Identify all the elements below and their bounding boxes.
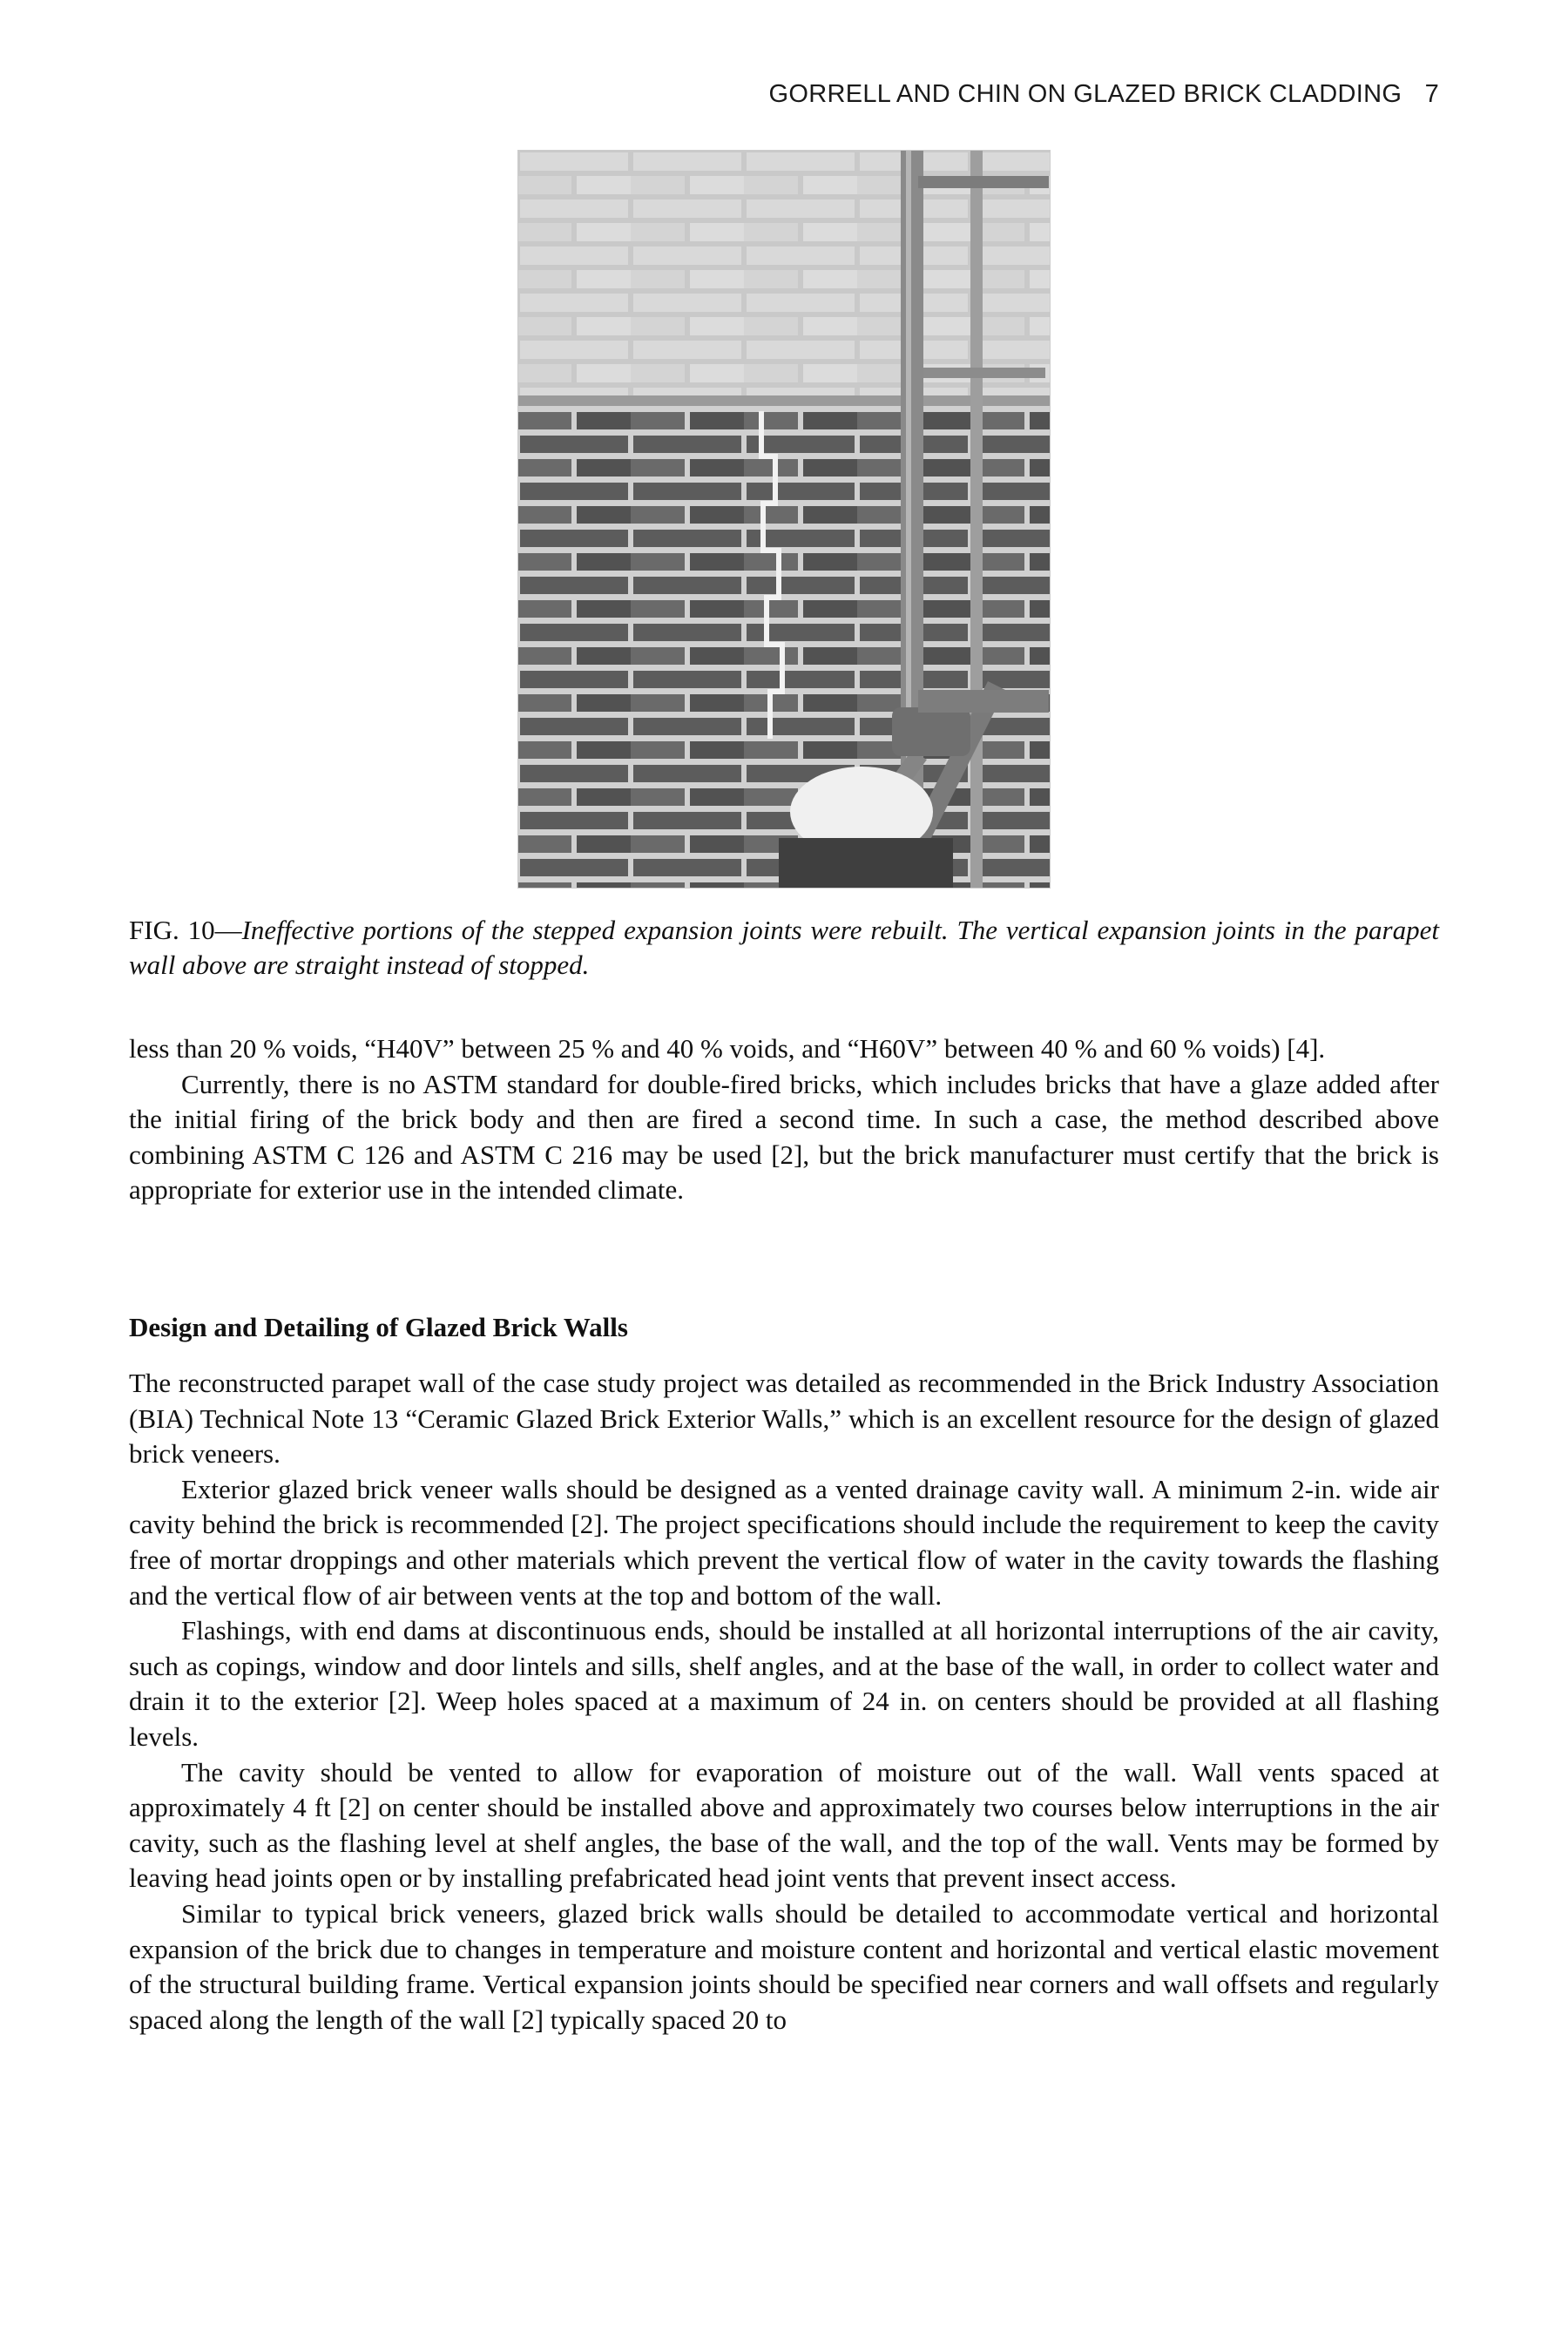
section-heading: Design and Detailing of Glazed Brick Walls (129, 1312, 628, 1342)
figure-label: FIG. 10— (129, 915, 242, 945)
running-head (769, 80, 1440, 109)
figure-caption-text: Ineffective portions of the stepped expansion joints were rebuilt. The vertical expansion joints in the parapet wall above are straight instead of stopped. (129, 915, 1439, 980)
paragraph: Currently, there is no ASTM standard for double-fired bricks, which includes bricks that have a glaze added after the initial firing of the brick body and then are fired a second time. In such a case, the method described above combining ASTM C 126 and ASTM C 216 may be used [2], but the brick manufacturer must certify that the brick is appropriate for exterior use in the intended climate. (129, 1068, 1439, 1206)
paragraph: Similar to typical brick veneers, glazed brick walls should be detailed to accommodate vertical and horizontal expansion of the brick due to changes in temperature and moisture content and horizontal and vertical elastic movement of the structural building frame. Vertical expansion joints should be specified near corners and wall offsets and regularly spaced along the length of the wall [2] typically spaced 20 to (129, 1897, 1439, 2035)
figure-photo-brick-wall (517, 150, 1051, 889)
paragraph: The cavity should be vented to allow for evaporation of moisture out of the wall. Wall vents spaced at approximately 4 ft [2] on center should be installed above and approximately two courses below interruptions in the air cavity, such as the flashing level at shelf angles, the base of the wall, and the top of the wall. Vents may be formed by leaving head joints open or by installing prefabricated head joint vents that prevent insect access. (129, 1756, 1439, 1894)
paragraph: Flashings, with end dams at discontinuous ends, should be installed at all horizontal interruptions of the air cavity, such as copings, window and door lintels and sills, shelf angles, and at the base of the wall, in order to collect water and drain it to the exterior [2]. Weep holes spaced at a maximum of 24 in. on centers should be provided at all flashing levels. (129, 1615, 1439, 1752)
paragraph: The reconstructed parapet wall of the case study project was detailed as recommended in the Brick Industry Association (BIA) Technical Note 13 “Ceramic Glazed Brick Exterior Walls,” which is an excellent resource for the design of glazed brick veneers. (129, 1368, 1439, 1470)
running-title: GORRELL AND CHIN ON GLAZED BRICK CLADDING (768, 80, 1402, 108)
figure-caption (129, 913, 1439, 983)
text-block-after-heading (129, 1366, 1439, 2038)
paragraph: less than 20 % voids, “H40V” between 25 % and 40 % voids, and “H60V” between 40 % and 60 % voids) [4]. (129, 1033, 1326, 1064)
page-number: 7 (1424, 80, 1439, 108)
text-block-before-heading (129, 1031, 1439, 1208)
paragraph: Exterior glazed brick veneer walls should be designed as a vented drainage cavity wall. A minimum 2-in. wide air cavity behind the brick is recommended [2]. The project specifications should include the requirement to keep the cavity free of mortar droppings and other materials which prevent the vertical flow of water in the cavity towards the flashing and the vertical flow of air between vents at the top and bottom of the wall. (129, 1473, 1439, 1611)
